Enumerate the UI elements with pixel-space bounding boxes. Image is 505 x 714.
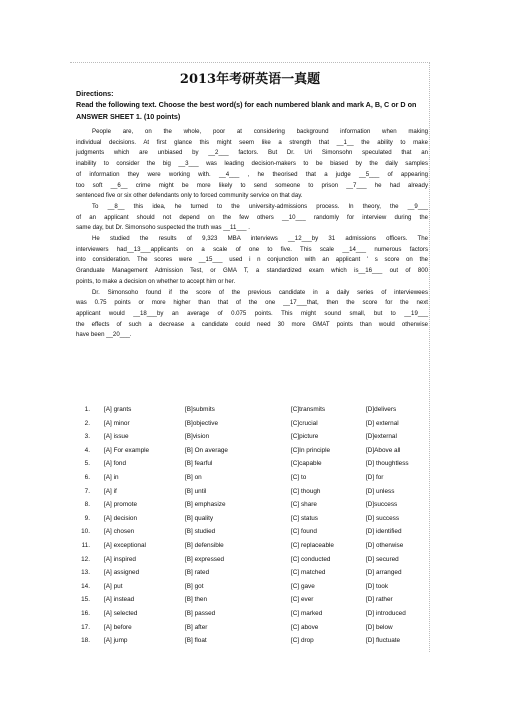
option-a: [A] For example: [104, 446, 150, 454]
option-a: [A] exceptional: [104, 541, 146, 549]
option-number: 5.: [84, 460, 90, 468]
option-number: 6.: [84, 473, 90, 481]
passage-line: was 0.75 points or more higher than that of the one __17___that, then the score for the next: [76, 299, 428, 307]
option-d: [D] below: [366, 623, 393, 631]
option-d: [D] identified: [366, 528, 402, 536]
option-c: [C] share: [291, 501, 317, 509]
option-d: [D]external: [366, 433, 397, 441]
passage-line: have been __20___.: [76, 331, 132, 339]
option-b: [B] rated: [185, 569, 210, 577]
option-number: 7.: [84, 487, 90, 495]
option-d: [D] external: [366, 419, 399, 427]
passage-line: He studied the results of 9,323 MBA interviews __12___by 31 admissions officers. The: [92, 235, 428, 243]
option-a: [A] minor: [104, 419, 130, 427]
option-row: [76, 433, 431, 447]
option-b: [B] until: [185, 487, 207, 495]
passage-line: points, to make a decision on whether to accept him or her.: [76, 277, 236, 285]
option-row: [76, 583, 431, 597]
passage-line: too soft __6__ crime might be more likely to send someone to prison __7___ he had already: [76, 181, 428, 189]
option-number: 17.: [81, 623, 90, 631]
page-title: 2013年考研英语一真题: [179, 72, 321, 87]
option-c: [C] though: [291, 487, 321, 495]
option-a: [A] jump: [104, 637, 128, 645]
option-c: [C] drop: [291, 637, 314, 645]
option-row: [76, 542, 431, 556]
option-b: [B] then: [185, 596, 208, 604]
option-row: [76, 406, 431, 420]
option-b: [B]objective: [185, 419, 219, 427]
option-d: [D]delivers: [366, 406, 397, 413]
option-b: [B] emphasize: [185, 501, 226, 509]
option-c: [C] matched: [291, 569, 326, 577]
cloze-passage: [76, 127, 428, 341]
option-b: [B] defensible: [185, 541, 224, 549]
option-b: [B] float: [185, 637, 207, 645]
option-c: [C]picture: [291, 433, 319, 441]
option-a: [A] chosen: [104, 528, 135, 536]
options-table: [76, 406, 431, 651]
option-a: [A] inspired: [104, 555, 136, 563]
option-row: [76, 528, 431, 542]
option-number: 14.: [81, 582, 90, 590]
option-a: [A] fond: [104, 460, 127, 468]
option-b: [B] on: [185, 473, 202, 481]
option-row: [76, 420, 431, 434]
option-number: 3.: [84, 433, 90, 441]
option-d: [D] secured: [366, 555, 399, 563]
option-number: 12.: [81, 555, 90, 563]
option-d: [D] introduced: [366, 609, 406, 617]
option-b: [B]submits: [185, 406, 215, 413]
option-row: [76, 488, 431, 502]
option-number: 13.: [81, 569, 90, 577]
passage-line: applicant would __18___by an average of 0.075 points. This might sound small, but to __19___: [76, 309, 428, 317]
passage-line: Dr. Simonsoho found if the score of the previous candidate in a daily series of interviewees: [92, 288, 428, 296]
passage-line: judgments which are unbiased by __2___ factors. But Dr. Uri Simonsohn speculated that an: [76, 149, 428, 157]
option-a: [A] grants: [104, 406, 132, 413]
option-c: [C] gave: [291, 582, 315, 590]
option-row: [76, 637, 431, 651]
option-row: [76, 501, 431, 515]
option-number: 11.: [81, 541, 90, 549]
option-b: [B] got: [185, 582, 204, 590]
passage-line: of an applicant should not depend on the few others __10___ randomly for interview during the: [76, 213, 428, 221]
option-number: 16.: [81, 609, 90, 617]
option-d: [D] otherwise: [366, 541, 404, 549]
option-b: [B] On average: [185, 446, 228, 454]
option-row: [76, 447, 431, 461]
option-a: [A] assigned: [104, 569, 140, 577]
option-row: [76, 624, 431, 638]
option-a: [A] put: [104, 582, 123, 590]
option-d: [D] unless: [366, 487, 395, 495]
option-d: [D] success: [366, 514, 400, 522]
option-a: [A] selected: [104, 609, 138, 617]
option-d: [D] rather: [366, 596, 393, 604]
option-number: 9.: [84, 514, 90, 522]
option-d: [D] took: [366, 582, 389, 590]
option-row: [76, 569, 431, 583]
option-c: [C]capable: [291, 460, 322, 468]
option-c: [C] above: [291, 623, 319, 631]
option-b: [B] expressed: [185, 555, 225, 563]
passage-line: into consideration. The scores were __15___ used i n conjunction with an applicant ' s score on the: [76, 256, 428, 264]
passage-line: To __8__ this idea, he turned to the university-admissions process. In theory, the __9___: [92, 202, 428, 210]
option-row: [76, 515, 431, 529]
instructions-text: Read the following text. Choose the best word(s) for each numbered blank and mark A, B, C or D on ANSWER SHEET 1. (10 points): [76, 100, 417, 121]
option-a: [A] issue: [104, 433, 129, 441]
option-c: [C] status: [291, 514, 318, 522]
option-row: [76, 596, 431, 610]
option-a: [A] promote: [104, 501, 138, 509]
option-c: [C] marked: [291, 609, 323, 617]
option-c: [C] found: [291, 528, 317, 536]
option-c: [C]In principle: [291, 446, 331, 454]
passage-line: sentenced five or six other defendants only to forced community service on that day.: [76, 192, 303, 200]
passage-line: Granduate Management Admission Test, or GMA T, a standardized exam which is__16___ out of 800: [76, 267, 428, 275]
passage-line: the effects of such a decrease a candidate could need 30 more GMAT points than would otherwise: [76, 320, 428, 328]
option-row: [76, 556, 431, 570]
option-c: [C] replaceable: [291, 541, 334, 549]
option-a: [A] decision: [104, 514, 138, 522]
option-a: [A] in: [104, 473, 119, 481]
option-row: [76, 460, 431, 474]
option-number: 4.: [84, 446, 90, 454]
passage-line: inability to consider the big __3___ was leading decision-makers to be biased by the daily samples: [76, 160, 428, 168]
option-a: [A] if: [104, 487, 117, 495]
option-row: [76, 474, 431, 488]
option-c: [C] to: [291, 473, 307, 481]
passage-line: individual decisions. At first glance this might seem like a strength that __1__ the ability to make: [76, 138, 428, 146]
option-row: [76, 610, 431, 624]
option-b: [B] studied: [185, 528, 216, 536]
option-number: 2.: [84, 419, 90, 427]
option-number: 15.: [81, 596, 90, 604]
option-c: [C]crucial: [291, 419, 318, 427]
passage-line: same day, but Dr. Simonsoho suspected the truth was __11___ .: [76, 224, 250, 232]
option-c: [C] ever: [291, 596, 314, 604]
option-b: [B] passed: [185, 609, 216, 617]
option-number: 1.: [84, 406, 90, 413]
option-number: 18.: [81, 637, 90, 645]
passage-line: People are, on the whole, poor at considering background information when making: [92, 128, 428, 135]
option-d: [D] fluctuate: [366, 637, 401, 645]
passage-line: interviewers had__13___applicants on a scale of one to five. This scale __14___ numerous factors: [76, 245, 428, 253]
option-d: [D]Above all: [366, 446, 401, 454]
option-b: [B]vision: [185, 433, 210, 441]
option-c: [C]transmits: [291, 406, 326, 413]
option-d: [D]success: [366, 501, 398, 509]
option-d: [D] for: [366, 473, 384, 481]
directions-label: Directions:: [76, 89, 114, 98]
option-a: [A] before: [104, 623, 132, 631]
option-a: [A] instead: [104, 596, 135, 604]
option-b: [B] fearful: [185, 460, 213, 468]
option-d: [D] thoughtless: [366, 460, 409, 468]
option-d: [D] arranged: [366, 569, 402, 577]
option-b: [B] quality: [185, 514, 214, 522]
passage-line: of information they were working with. __4___ , he theorised that a judge __5___ of appearing: [76, 170, 428, 178]
option-c: [C] conducted: [291, 555, 331, 563]
option-number: 10.: [81, 528, 90, 536]
document-page: [70, 58, 435, 658]
option-number: 8.: [84, 501, 90, 509]
option-b: [B] after: [185, 623, 208, 631]
